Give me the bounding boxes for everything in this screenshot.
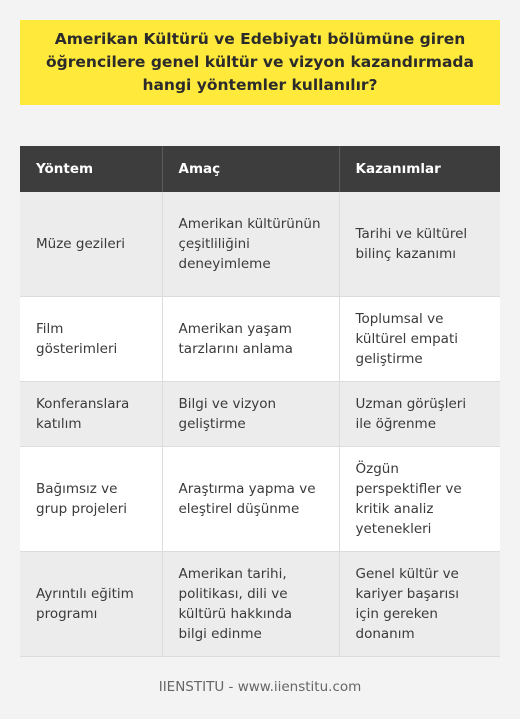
cell-purpose: Amerikan yaşam tarzlarını anlama [162, 297, 339, 382]
table-row [20, 552, 500, 657]
cell-method: Bağımsız ve grup projeleri [20, 447, 162, 552]
column-header-purpose: Amaç [162, 146, 339, 192]
cell-method: Konferanslara katılım [20, 382, 162, 447]
column-header-method: Yöntem [20, 146, 162, 192]
methods-table [20, 146, 500, 657]
cell-method: Müze gezileri [20, 192, 162, 297]
cell-method: Ayrıntılı eğitim programı [20, 552, 162, 657]
cell-purpose: Araştırma yapma ve eleştirel düşünme [162, 447, 339, 552]
cell-purpose: Bilgi ve vizyon geliştirme [162, 382, 339, 447]
cell-gains: Uzman görüşleri ile öğrenme [339, 382, 500, 447]
table-header-row [20, 146, 500, 192]
column-header-gains: Kazanımlar [339, 146, 500, 192]
table-row [20, 382, 500, 447]
table-row [20, 192, 500, 297]
table-row [20, 297, 500, 382]
footer-credit: IIENSTITU - www.iienstitu.com [158, 679, 362, 695]
cell-gains: Toplumsal ve kültürel empati geliştirme [339, 297, 500, 382]
cell-method: Film gösterimleri [20, 297, 162, 382]
page-title: Amerikan Kültürü ve Edebiyatı bölümüne giren öğrencilere genel kültür ve vizyon kazandırmada hangi yöntemler kullanılır? [46, 30, 474, 94]
cell-gains: Özgün perspektifler ve kritik analiz yetenekleri [339, 447, 500, 552]
cell-purpose: Amerikan kültürünün çeşitliliğini deneyimleme [162, 192, 339, 297]
cell-gains: Tarihi ve kültürel bilinç kazanımı [339, 192, 500, 297]
cell-gains: Genel kültür ve kariyer başarısı için gereken donanım [339, 552, 500, 657]
cell-purpose: Amerikan tarihi, politikası, dili ve kültürü hakkında bilgi edinme [162, 552, 339, 657]
table-row [20, 447, 500, 552]
title-banner [20, 20, 500, 105]
